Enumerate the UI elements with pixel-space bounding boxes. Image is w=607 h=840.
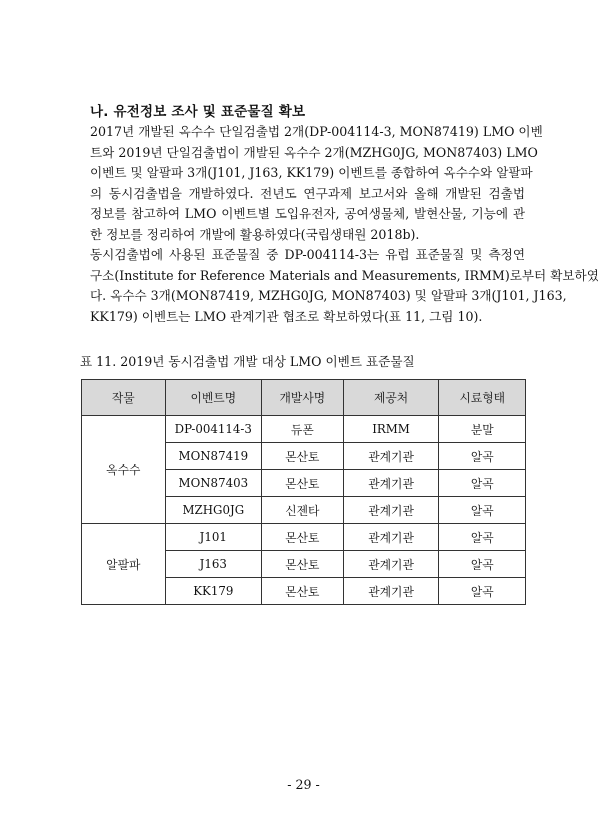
developer-cell: 몬산토 [262,578,344,605]
paragraph-line: 동시검출법에 사용된 표준물질 중 DP-004114-3는 유럽 표준물질 및 측정연 [90,247,525,262]
sample-type-cell: 알곡 [439,551,526,578]
paragraph-line: 정보를 참고하여 LMO 이벤트별 도입유전자, 공여생물체, 발현산물, 기능에 관 [90,206,525,221]
column-header: 개발사명 [262,380,344,416]
provider-cell: 관계기관 [343,497,439,524]
sample-type-cell: 알곡 [439,443,526,470]
developer-cell: 신젠타 [262,497,344,524]
table-row [82,416,526,443]
developer-cell: 듀폰 [262,416,344,443]
event-cell: KK179 [165,578,261,605]
table-caption: 표 11. 2019년 동시검출법 개발 대상 LMO 이벤트 표준물질 [80,354,415,369]
paragraph-1 [90,122,543,245]
developer-cell: 몬산토 [262,524,344,551]
sample-type-cell: 알곡 [439,578,526,605]
event-cell: MZHG0JG [165,497,261,524]
paragraph-line: 트와 2019년 단일검출법이 개발된 옥수수 2개(MZHG0JG, MON87403) LMO [90,144,538,160]
crop-cell: 옥수수 [82,416,166,524]
paragraph-line: 이벤트 및 알팔파 3개(J101, J163, KK179) 이벤트를 종합하여 옥수수와 알팔파 [90,165,533,180]
developer-cell: 몬산토 [262,470,344,497]
provider-cell: 관계기관 [343,443,439,470]
provider-cell: 관계기관 [343,470,439,497]
developer-cell: 몬산토 [262,551,344,578]
paragraph-2 [90,245,599,327]
paragraph-line: 다. 옥수수 3개(MON87419, MZHG0JG, MON87403) 및 알팔파 3개(J101, J163, [90,288,567,303]
event-cell: J163 [165,551,261,578]
event-cell: MON87419 [165,443,261,470]
sample-type-cell: 알곡 [439,524,526,551]
table-header-row [82,380,526,416]
event-cell: J101 [165,524,261,551]
event-cell: MON87403 [165,470,261,497]
provider-cell: 관계기관 [343,551,439,578]
column-header: 이벤트명 [165,380,261,416]
provider-cell: 관계기관 [343,524,439,551]
event-cell: DP-004114-3 [165,416,261,443]
section-heading: 나. 유전정보 조사 및 표준물질 확보 [90,104,306,120]
developer-cell: 몬산토 [262,443,344,470]
paragraph-line: 구소(Institute for Reference Materials and Measurements, IRMM)로부터 확보하였 [90,267,599,283]
paragraph-line: 의 동시검출법을 개발하였다. 전년도 연구과제 보고서와 올해 개발된 검출법 [90,185,525,201]
sample-type-cell: 분말 [439,416,526,443]
sample-type-cell: 알곡 [439,470,526,497]
table-row [82,524,526,551]
page-number: - 29 - [287,777,320,792]
paragraph-line: 2017년 개발된 옥수수 단일검출법 2개(DP-004114-3, MON87419) LMO 이벤 [90,124,543,139]
sample-type-cell: 알곡 [439,497,526,524]
column-header: 작물 [82,380,166,416]
paragraph-line: 한 정보를 정리하여 개발에 활용하였다(국립생태원 2018b). [90,226,420,242]
provider-cell: IRMM [343,416,439,443]
reference-material-table [81,379,526,605]
crop-cell: 알팔파 [82,524,166,605]
column-header: 시료형태 [439,380,526,416]
paragraph-line: KK179) 이벤트는 LMO 관계기관 협조로 확보하였다(표 11, 그림 10). [90,308,483,324]
column-header: 제공처 [343,380,439,416]
provider-cell: 관계기관 [343,578,439,605]
